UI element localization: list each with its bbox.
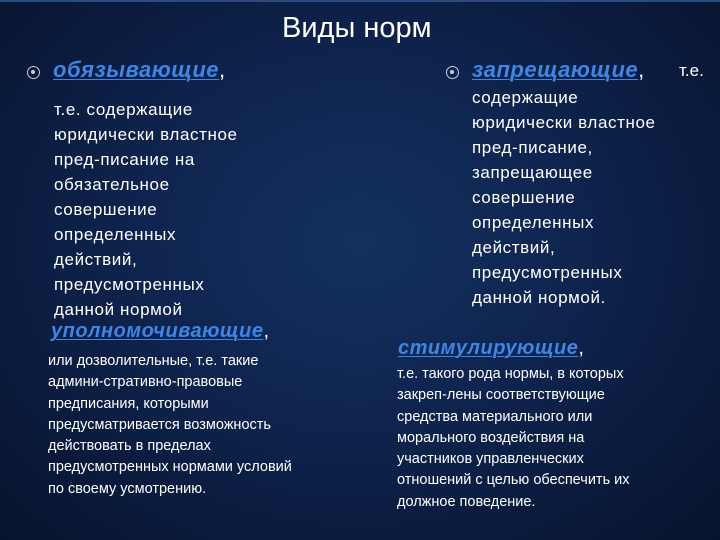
text-line: т.е. содержащие xyxy=(54,100,193,119)
text-line: предусмотренных xyxy=(54,275,205,294)
text-line: пред-писание, xyxy=(472,138,593,157)
text-line: юридически властное xyxy=(54,125,238,144)
text-line: запрещающее xyxy=(472,163,593,182)
slide-title: Виды норм xyxy=(282,12,432,44)
text-line: морального воздействия на xyxy=(397,429,585,446)
text-line: юридически властное xyxy=(472,113,656,132)
text-line: действовать в пределах xyxy=(48,438,211,455)
top-border xyxy=(0,0,720,2)
text-prohibiting xyxy=(472,85,712,310)
text-line: средства материального или xyxy=(397,408,593,425)
text-line: определенных xyxy=(54,225,177,244)
text-line: обязательное xyxy=(54,175,170,194)
text-line: предусмотренных нормами условий xyxy=(48,459,292,476)
text-line: совершение xyxy=(472,188,576,207)
text-line: определенных xyxy=(472,213,595,232)
heading-stimulating: стимулирующие, xyxy=(398,337,585,359)
text-line: совершение xyxy=(54,200,158,219)
text-line: предписания, которыми xyxy=(48,395,209,412)
text-line: или дозволительные, т.е. такие xyxy=(48,353,259,369)
text-line: т.е. такого рода нормы, в которых xyxy=(397,366,624,382)
text-line: закреп-лены соответствующие xyxy=(397,387,605,404)
text-obligating xyxy=(54,97,304,322)
lead-text-prohibiting: т.е. xyxy=(679,61,704,80)
text-line: содержащие xyxy=(472,88,579,107)
text-line: действий, xyxy=(472,238,556,257)
text-line: пред-писание на xyxy=(54,150,195,169)
text-empowering xyxy=(48,351,368,500)
text-line: данной нормой. xyxy=(472,288,606,307)
text-stimulating xyxy=(397,364,712,513)
text-line: админи-стративно-правовые xyxy=(48,374,243,391)
circle-bullet-icon xyxy=(27,66,40,79)
text-line: данной нормой xyxy=(54,300,183,319)
text-line: по своему усмотрению. xyxy=(48,480,207,497)
text-line: предусмотренных xyxy=(472,263,623,282)
text-line: действий, xyxy=(54,250,138,269)
heading-prohibiting: запрещающие, xyxy=(472,57,645,82)
heading-empowering: уполномочивающие, xyxy=(51,320,270,342)
text-line: предусматривается возможность xyxy=(48,416,271,433)
text-line: участников управленческих xyxy=(397,451,584,468)
text-line: отношений с целью обеспечить их xyxy=(397,472,630,489)
circle-bullet-icon xyxy=(446,66,459,79)
text-line: должное поведение. xyxy=(397,493,536,510)
heading-obligating: обязывающие, xyxy=(53,57,226,82)
